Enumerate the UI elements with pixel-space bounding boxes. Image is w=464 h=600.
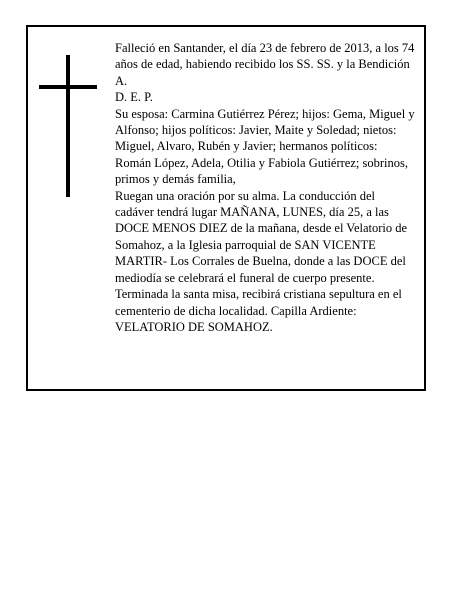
cross-icon <box>39 55 97 197</box>
funeral-details: Ruegan una oración por su alma. La conducción del cadáver tendrá lugar MAÑANA, LUNES, día 25, a las DOCE MENOS DIEZ de la mañana, desde el Velatorio de Somahoz, a la Iglesia parroquial de SAN VICENTE MARTIR- Los Corrales de Buelna, donde a las DOCE del mediodía se celebrará el funeral de cuerpo presente. Terminada la santa misa, recibirá cristiana sepultura en el cementerio de dicha localidad. Capilla Ardiente: VELATORIO DE SOMAHOZ. <box>115 188 408 334</box>
notice-text <box>115 40 415 335</box>
rest-in-peace: D. E. P. <box>115 90 153 105</box>
obituary-notice <box>26 25 426 391</box>
death-announcement: Falleció en Santander, el día 23 de febrero de 2013, a los 74 años de edad, habiendo recibido los SS. SS. y la Bendición A. <box>115 41 415 88</box>
cross-vertical-bar <box>66 55 70 197</box>
cross-horizontal-bar <box>39 85 97 89</box>
family-list: Su esposa: Carmina Gutiérrez Pérez; hijos: Gema, Miguel y Alfonso; hijos políticos: Javier, Maite y Soledad; nietos: Miguel, Alvaro, Rubén y Javier; hermanos políticos: Román López, Adela, Otilia y Fabiola Gutiérrez; sobrinos, primos y demás familia, <box>115 106 415 187</box>
